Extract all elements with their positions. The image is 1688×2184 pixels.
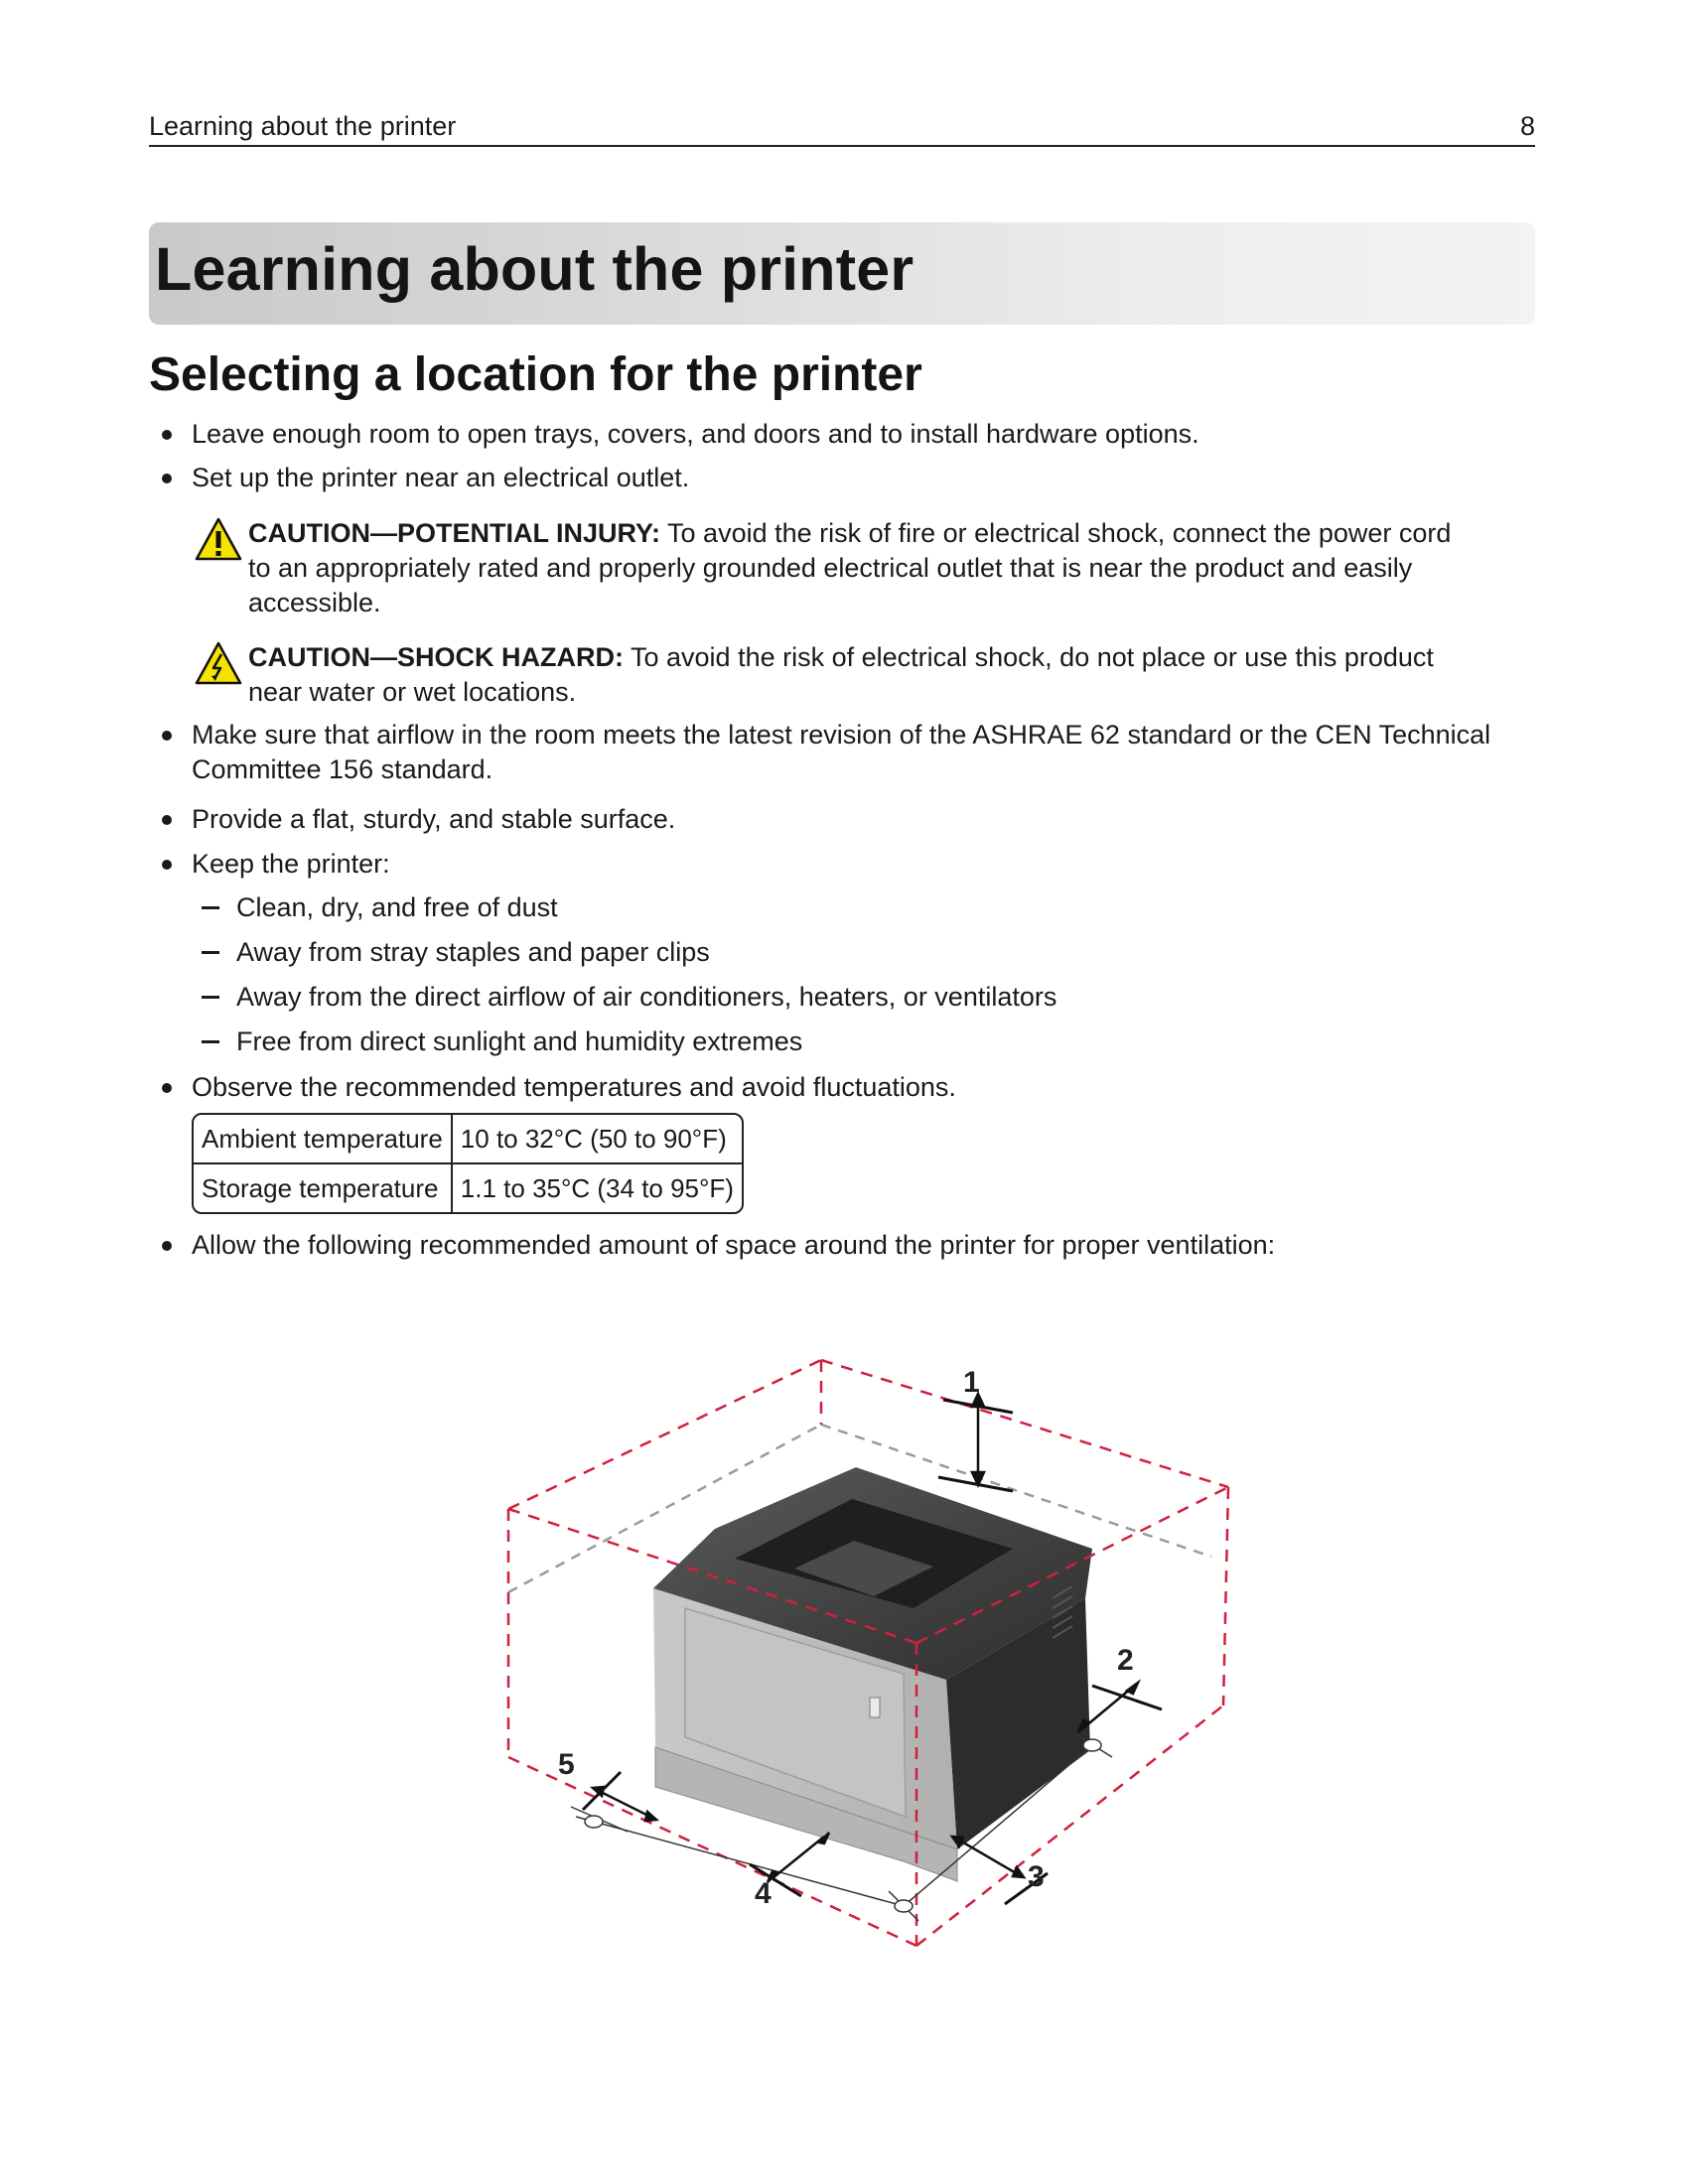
chapter-title: Learning about the printer: [155, 235, 914, 303]
bullet-dot: [162, 815, 172, 825]
callout-3: 3: [1028, 1860, 1045, 1893]
bullet-text: Make sure that airflow in the room meets the latest revision of the ASHRAE 62 standard or the CEN Technical: [192, 720, 1491, 750]
table-cell-value: 1.1 to 35°C (34 to 95°F): [460, 1172, 734, 1203]
table-cell-label: Storage temperature: [194, 1164, 453, 1212]
running-header-title: Learning about the printer: [149, 111, 457, 141]
electrical-hazard-icon: [194, 640, 243, 686]
bullet-text: Set up the printer near an electrical outlet.: [192, 463, 690, 492]
dash-marker: [202, 906, 219, 909]
caution-label: CAUTION—SHOCK HAZARD:: [248, 642, 624, 672]
bullet-dot: [162, 860, 172, 870]
bullet-text: Provide a flat, sturdy, and stable surface.: [192, 804, 676, 834]
caution-label: CAUTION—POTENTIAL INJURY:: [248, 518, 661, 548]
bullet-text-continued: Committee 156 standard.: [192, 754, 493, 784]
bullet-dot: [162, 1241, 172, 1251]
bullet-dot: [162, 1083, 172, 1093]
callout-2: 2: [1117, 1644, 1134, 1677]
page-number: 8: [1519, 111, 1535, 141]
caution-body: to an appropriately rated and properly grounded electrical outlet that is near the product and easily: [248, 553, 1413, 583]
caution-potential-injury: [194, 516, 1534, 625]
caution-body: To avoid the risk of electrical shock, do not place or use this product: [631, 642, 1434, 672]
caution-shock-hazard: [194, 640, 1534, 715]
dash-marker: [202, 1040, 219, 1043]
warning-triangle-icon: [194, 516, 243, 562]
sub-item-text: Free from direct sunlight and humidity extremes: [236, 1026, 803, 1056]
table-row: [194, 1115, 742, 1164]
section-title: Selecting a location for the printer: [149, 348, 922, 401]
bullet-text: Observe the recommended temperatures and avoid fluctuations.: [192, 1072, 956, 1102]
bullet-text: Allow the following recommended amount of space around the printer for proper ventilation:: [192, 1230, 1276, 1260]
caution-text: [248, 516, 1539, 620]
callout-5: 5: [558, 1748, 575, 1781]
temperature-table: [192, 1113, 744, 1214]
sub-item-text: Away from stray staples and paper clips: [236, 937, 710, 967]
dash-marker: [202, 951, 219, 954]
sub-item-text: Clean, dry, and free of dust: [236, 892, 558, 922]
bullet-dot: [162, 430, 172, 440]
table-cell-value: 10 to 32°C (50 to 90°F): [453, 1115, 742, 1164]
page-header: [149, 107, 1535, 147]
table-cell-label: Ambient temperature: [194, 1115, 453, 1164]
table-row: [194, 1164, 742, 1212]
bullet-text: Keep the printer:: [192, 849, 390, 879]
caution-body: To avoid the risk of fire or electrical shock, connect the power cord: [667, 518, 1452, 548]
callout-4: 4: [755, 1877, 772, 1910]
bullet-dot: [162, 474, 172, 483]
printer-clearance-figure: [477, 1320, 1261, 1956]
chapter-title-band: [149, 222, 1535, 325]
printer-illustration: [653, 1467, 1092, 1881]
caution-text: [248, 640, 1539, 710]
bullet-text: Leave enough room to open trays, covers, and doors and to install hardware options.: [192, 419, 1199, 449]
bullet-dot: [162, 731, 172, 741]
dash-marker: [202, 996, 219, 999]
caution-body: accessible.: [248, 588, 381, 617]
callout-1: 1: [963, 1366, 980, 1399]
caution-body: near water or wet locations.: [248, 677, 577, 707]
sub-item-text: Away from the direct airflow of air conditioners, heaters, or ventilators: [236, 982, 1057, 1012]
